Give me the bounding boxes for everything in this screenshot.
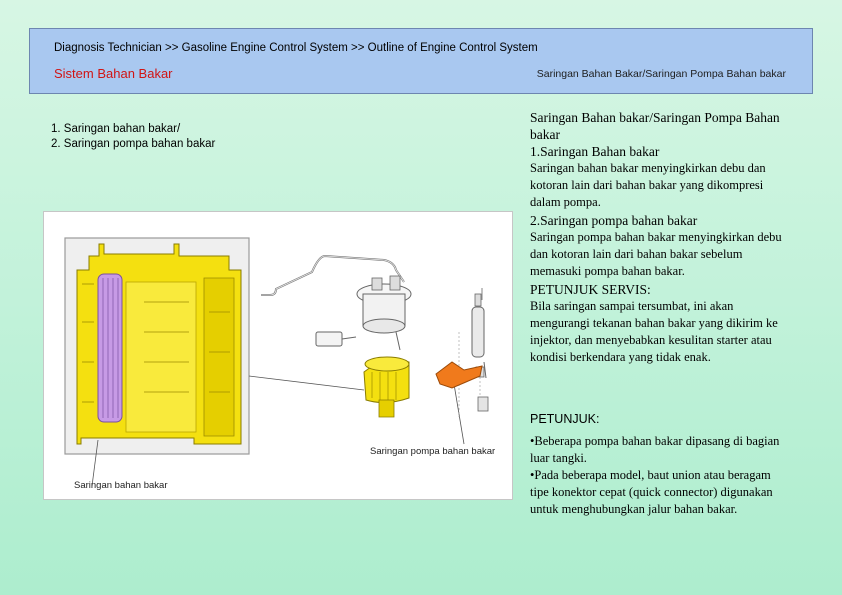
label-pump-filter: Saringan pompa bahan bakar <box>370 446 496 457</box>
description-panel <box>530 109 792 367</box>
description-title: Saringan Bahan bakar/Saringan Pompa Bahan bakar <box>530 110 780 142</box>
label-fuel-filter: Saringan bahan bakar <box>74 480 168 491</box>
page-subtitle: Saringan Bahan Bakar/Saringan Pompa Bahan bakar <box>536 68 786 80</box>
item2-text: Saringan pompa bahan bakar menyingkirkan debu dan kotoran lain dari bahan bakar sebelum memasuki pompa bahan bakar. <box>530 230 782 278</box>
header-banner <box>29 28 813 94</box>
figure-caption-line-1: 1. Saringan bahan bakar/ <box>51 123 181 135</box>
service-heading: PETUNJUK SERVIS: <box>530 282 651 297</box>
section-title: Sistem Bahan Bakar <box>54 66 173 81</box>
breadcrumb: Diagnosis Technician >> Gasoline Engine Control System >> Outline of Engine Control System <box>54 42 538 54</box>
item1-text: Saringan bahan bakar menyingkirkan debu dan kotoran lain dari bahan bakar yang dikompresi dalam pompa. <box>530 161 766 209</box>
note-2: •Pada beberapa model, baut union atau beragam tipe konektor cepat (quick connector) digunakan untuk menghubungkan jalur bahan bakar. <box>530 468 773 516</box>
fuel-filter-diagram <box>43 211 513 500</box>
figure-caption <box>51 122 215 152</box>
notes-heading: PETUNJUK: <box>530 412 600 426</box>
item2-heading: 2.Saringan pompa bahan bakar <box>530 213 698 228</box>
figure-caption-line-2: 2. Saringan pompa bahan bakar <box>51 138 216 150</box>
note-1: •Beberapa pompa bahan bakar dipasang di bagian luar tangki. <box>530 434 780 465</box>
service-text: Bila saringan sampai tersumbat, ini akan mengurangi tekanan bahan bakar yang dikirim ke injektor, dan menyebabkan kesulitan starter atau kondisi berkendara yang tidak enak. <box>530 299 778 364</box>
notes-panel <box>530 433 792 518</box>
item1-heading: 1.Saringan Bahan bakar <box>530 144 660 159</box>
